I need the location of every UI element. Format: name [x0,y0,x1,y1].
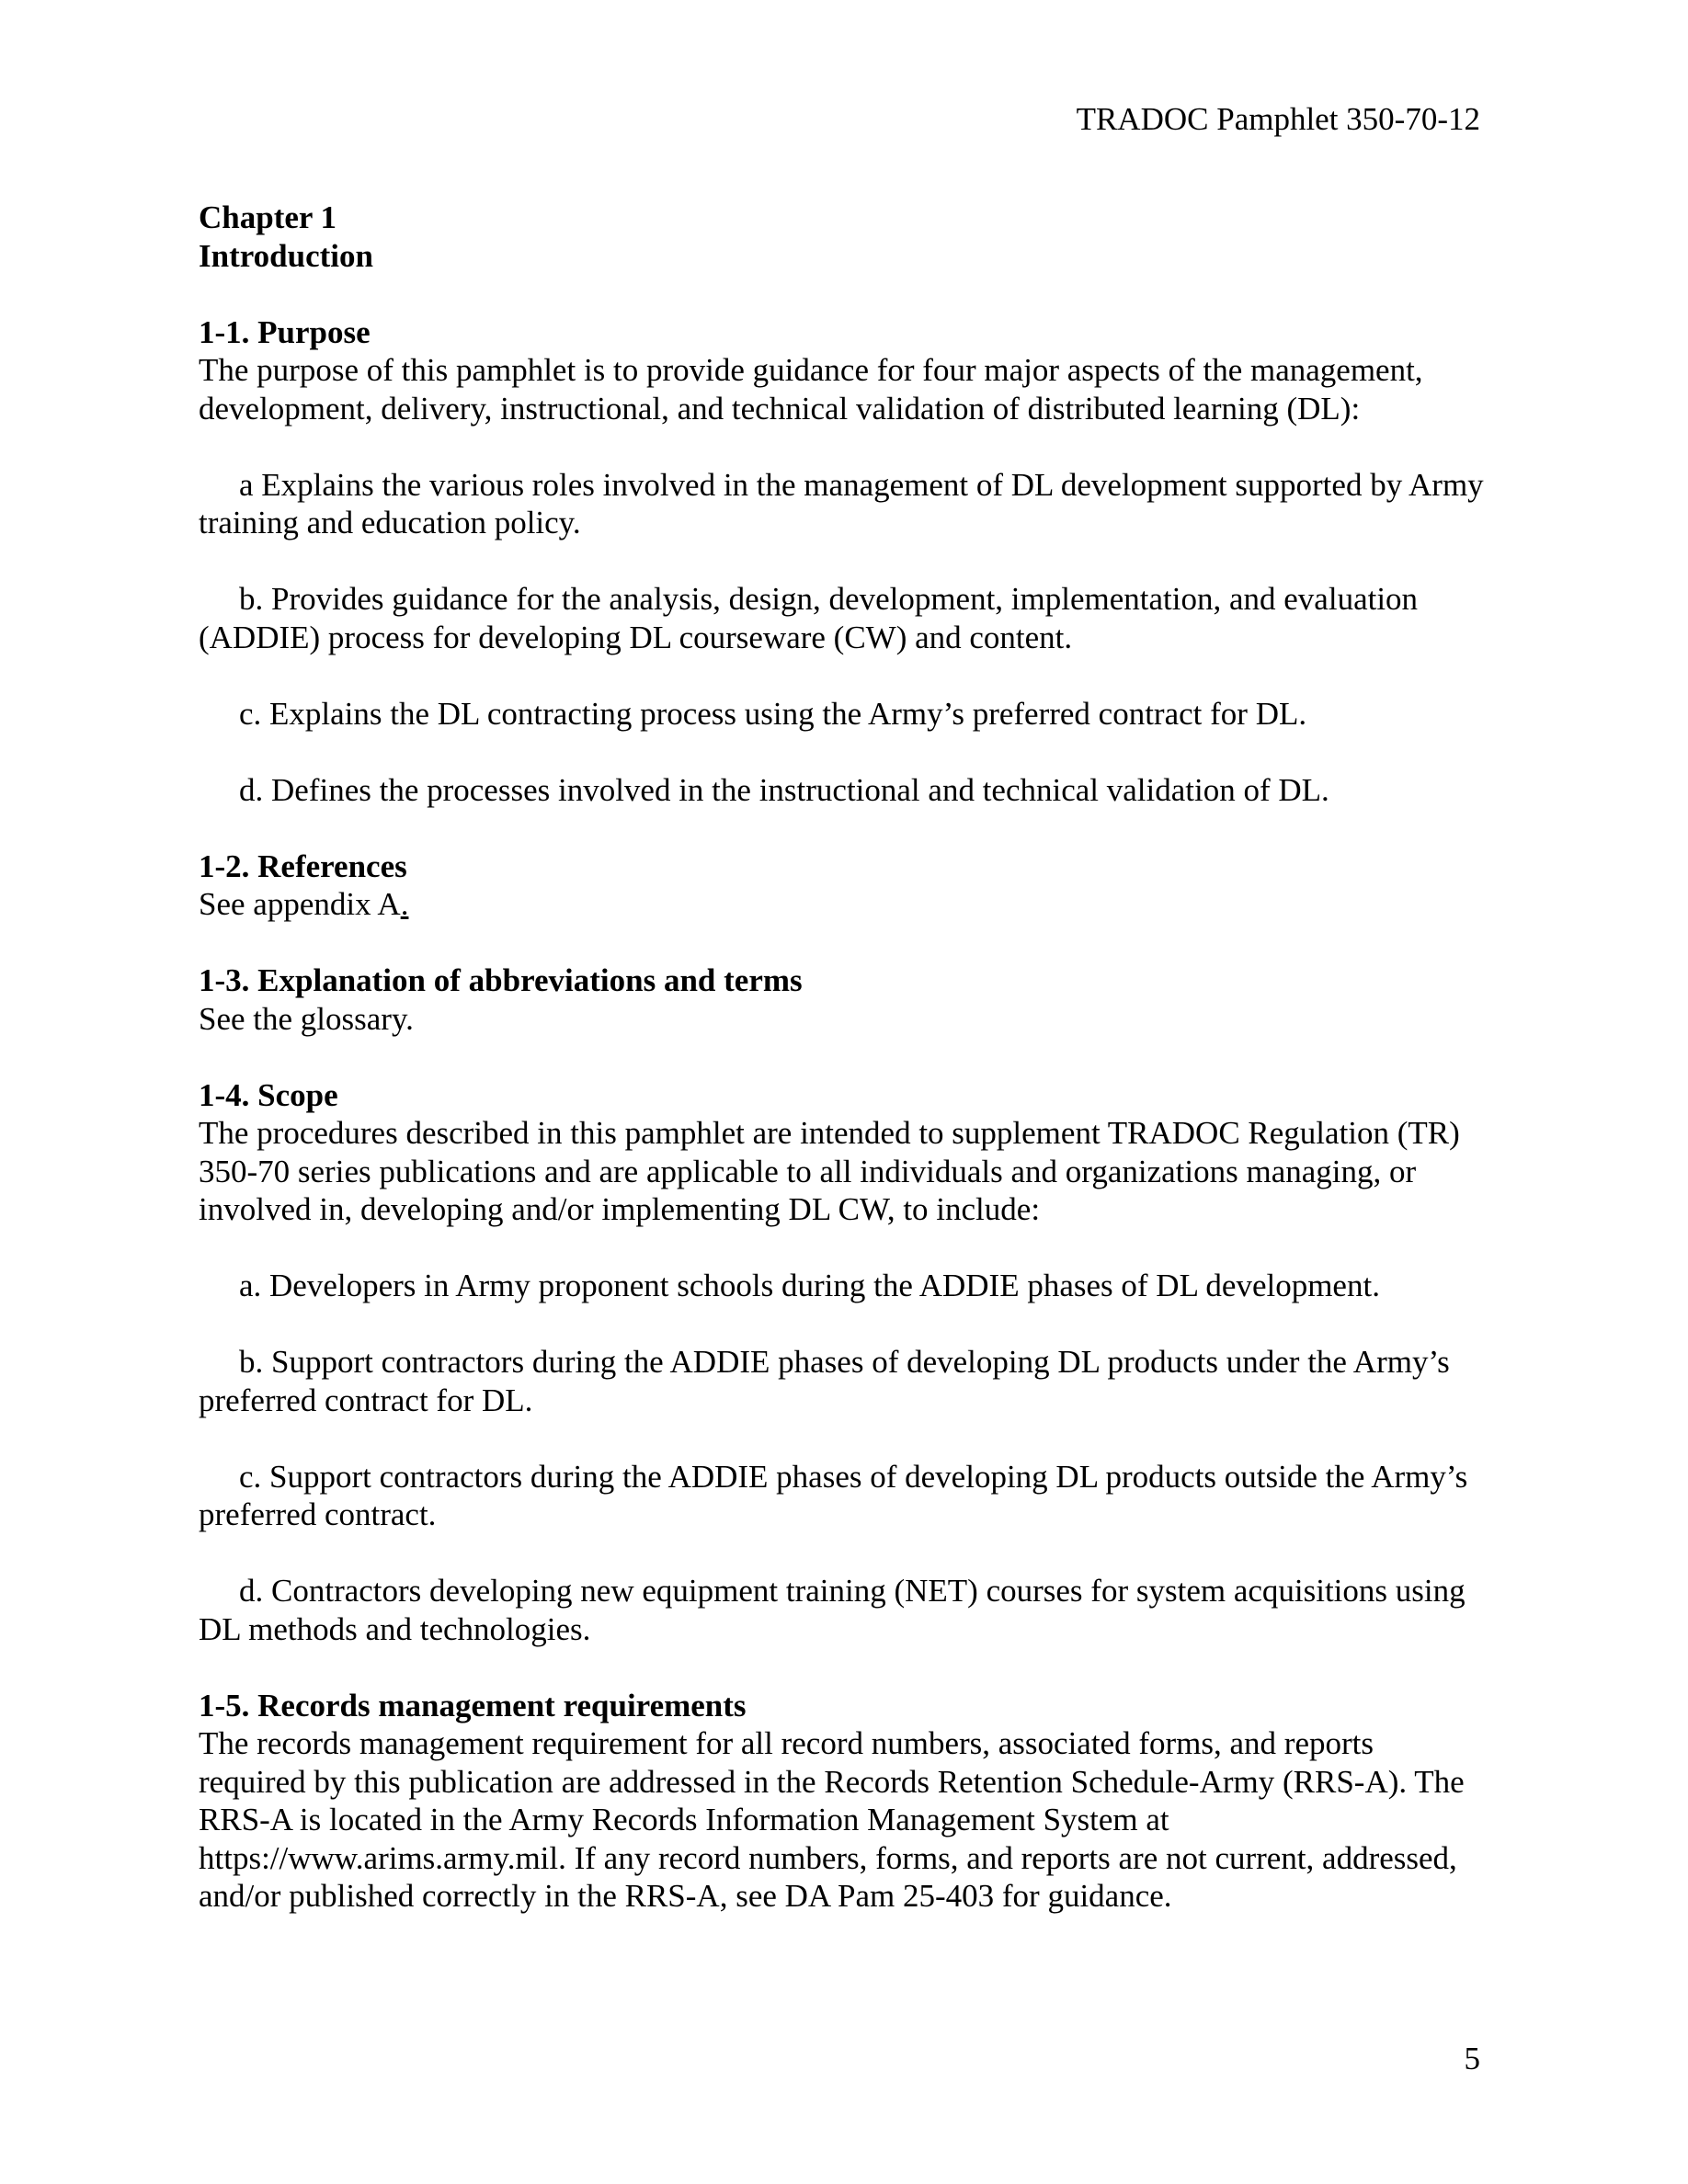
references-period: . [400,886,409,922]
section-title-references: 1-2. References [199,847,407,884]
section-scope [199,1076,1486,1649]
section-references [199,847,1486,924]
section-title-scope: 1-4. Scope [199,1076,338,1113]
running-header: TRADOC Pamphlet 350-70-12 [1076,101,1480,137]
chapter-title: Introduction [199,237,373,274]
section-abbreviations [199,961,1486,1038]
section-records [199,1687,1486,1916]
scope-item-a: a. Developers in Army proponent schools during the ADDIE phases of DL development. [239,1268,1380,1303]
references-text: See appendix A [199,886,401,922]
section-purpose [199,313,1486,810]
section-body-records: The records management requirement for all record numbers, associated forms, and reports required by this publication are addressed in the Records Retention Schedule-Army (RRS-A). The RRS-A is located in the Army Records Information Management System at https://www.arims.army.mil. If any record numbers, forms, and reports are not current, addressed, and/or published correctly in the RRS-A, see DA Pam 25-403 for guidance. [199,1725,1465,1914]
purpose-item-a: a Explains the various roles involved in the management of DL development supported by Army training and education policy. [199,466,1484,540]
section-body-abbreviations: See the glossary. [199,1000,414,1037]
page-number: 5 [1464,2041,1480,2076]
section-body-scope: The procedures described in this pamphlet are intended to supplement TRADOC Regulation (TR) 350-70 series publications and are applicable to all individuals and organizations managing, or involved in, developing and/or implementing DL CW, to include: [199,1115,1460,1227]
purpose-item-d: d. Defines the processes involved in the instructional and technical validation of DL. [239,771,1329,808]
section-title-records: 1-5. Records management requirements [199,1687,747,1723]
page-content [199,199,1486,1916]
section-body-purpose: The purpose of this pamphlet is to provide guidance for four major aspects of the management, development, delivery, instructional, and technical validation of distributed learning (DL): [199,352,1423,427]
scope-item-c: c. Support contractors during the ADDIE phases of developing DL products outside the Army’s preferred contract. [199,1458,1468,1532]
section-title-abbreviations: 1-3. Explanation of abbreviations and terms [199,962,803,998]
chapter-number: Chapter 1 [199,199,337,235]
section-title-purpose: 1-1. Purpose [199,313,371,350]
purpose-item-c: c. Explains the DL contracting process using the Army’s preferred contract for DL. [239,695,1307,732]
purpose-item-b: b. Provides guidance for the analysis, design, development, implementation, and evaluation (ADDIE) process for developing DL courseware (CW) and content. [199,581,1419,655]
chapter-heading [199,199,1486,275]
scope-item-d: d. Contractors developing new equipment training (NET) courses for system acquisitions using DL methods and technologies. [199,1573,1466,1647]
scope-item-b: b. Support contractors during the ADDIE phases of developing DL products under the Army’s preferred contract for DL. [199,1344,1450,1418]
section-body-references [199,885,1486,924]
